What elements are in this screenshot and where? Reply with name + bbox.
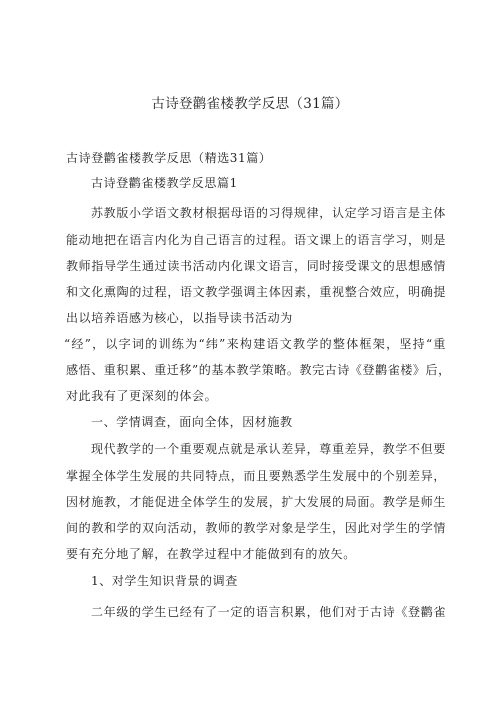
paragraph-line: 能动地把在语言内化为自己语言的过程。语文课上的语言学习，则是 — [66, 233, 446, 247]
document-title: 古诗登鹳雀楼教学反思（31篇） — [151, 96, 349, 112]
paragraph-line: 和文化熏陶的过程，语文教学强调主体因素，重视整合效应，明确提 — [66, 285, 446, 299]
document-subtitle: 古诗登鹳雀楼教学反思（精选31篇） — [66, 151, 272, 165]
paragraph-line: 现代教学的一个重要观点就是承认差异，尊重差异，教学不但要 — [91, 442, 446, 456]
paragraph-line: 出以培养语感为核心，以指导读书活动为 — [66, 311, 293, 325]
paragraph-line: “经”，以字词的训练为“纬”来构建语文教学的整体框架，坚持“重 — [64, 337, 446, 351]
paragraph-line: 教师指导学生通过读书活动内化课文语言，同时接受课文的思想感情 — [66, 259, 446, 273]
paragraph-line: 因材施教，才能促进全体学生的发展，扩大发展的局面。教学是师生 — [66, 495, 446, 509]
paragraph-line: 要有充分地了解，在教学过程中才能做到有的放矢。 — [66, 547, 356, 561]
paragraph-line: 苏教版小学语文教材根据母语的习得规律，认定学习语言是主体 — [91, 206, 446, 220]
subsection-heading: 一、学情调查，面向全体，因材施教 — [91, 415, 293, 429]
paragraph-line: 掌握全体学生发展的共同特点，而且要熟悉学生发展中的个别差异， — [66, 469, 446, 483]
paragraph-line: 感悟、重积累、重迁移”的基本教学策略。教完古诗《登鹳雀楼》后， — [66, 363, 451, 377]
section-heading: 古诗登鹳雀楼教学反思篇1 — [91, 176, 238, 190]
paragraph-line: 对此我有了更深刻的体会。 — [66, 389, 218, 403]
paragraph-line: 间的教和学的双向活动，教师的教学对象是学生，因此对学生的学情 — [66, 521, 446, 535]
subsection-heading: 1、对学生知识背景的调查 — [91, 574, 238, 588]
paragraph-line: 二年级的学生已经有了一定的语言积累，他们对于古诗《登鹳雀 — [91, 605, 446, 619]
